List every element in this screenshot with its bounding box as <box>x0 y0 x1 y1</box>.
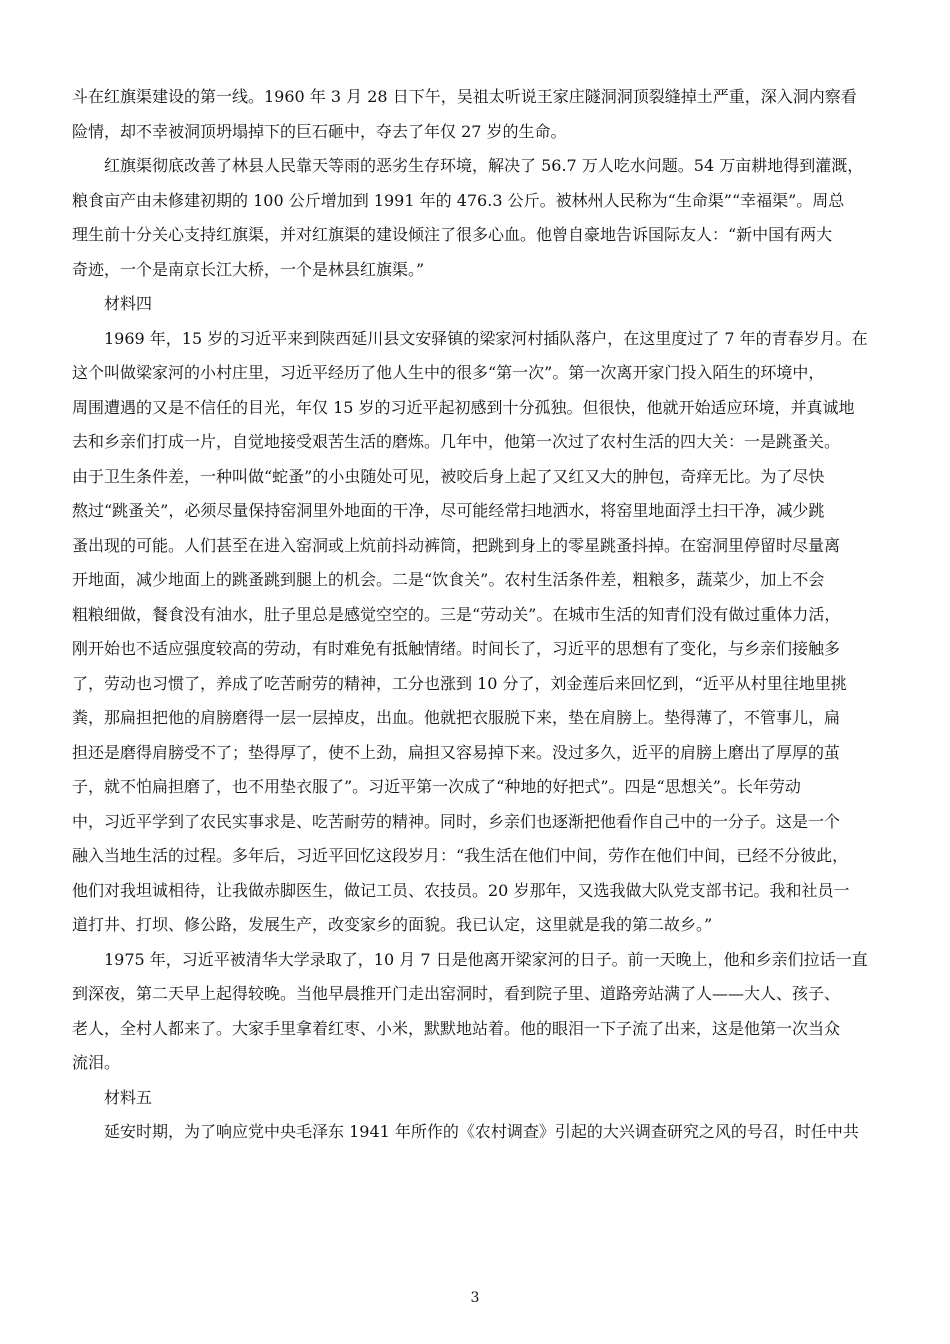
text-line: 道打井、打坝、修公路，发展生产，改变家乡的面貌。我已认定，这里就是我的第二故乡。” <box>72 915 713 934</box>
text-line: 开地面，减少地面上的跳蚤跳到腿上的机会。二是“饮食关”。农村生活条件差，粗粮多，蔬菜少，加上不会 <box>72 570 825 589</box>
document-body <box>72 80 884 1150</box>
text-line: 材料五 <box>104 1087 153 1107</box>
text-line: 材料四 <box>104 294 153 313</box>
text-line: 奇迹，一个是南京长江大桥，一个是林县红旗渠。” <box>72 259 425 279</box>
page-number: 3 <box>470 1290 480 1306</box>
text-line: 熬过“跳蚤关”，必须尽量保持窑洞里外地面的干净，尽可能经常扫地洒水，将窑里地面浮土扫干净，减少跳 <box>72 501 825 520</box>
text-line: 1975 年，习近平被清华大学录取了，10 月 7 日是他离开梁家河的日子。前一天晚上，他和乡亲们拉话一直 <box>104 949 868 969</box>
text-line: 斗在红旗渠建设的第一线。1960 年 3 月 28 日下午，吴祖太听说王家庄隧洞洞顶裂缝掉土严重，深入洞内察看 <box>72 87 857 106</box>
text-line: 1969 年，15 岁的习近平来到陕西延川县文安驿镇的梁家河村插队落户，在这里度过了 7 年的青春岁月。在 <box>104 328 868 348</box>
text-line: 刚开始也不适应强度较高的劳动，有时难免有抵触情绪。时间长了，习近平的思想有了变化，与乡亲们接触多 <box>72 639 841 658</box>
text-line: 子，就不怕扁担磨了，也不用垫衣服了”。习近平第一次成了“种地的好把式”。四是“思想关”。长年劳动 <box>72 777 801 796</box>
text-line: 粗粮细做，餐食没有油水，肚子里总是感觉空空的。三是“劳动关”。在城市生活的知青们没有做过重体力活， <box>72 604 841 624</box>
text-line: 粪，那扁担把他的肩膀磨得一层一层掉皮，出血。他就把衣服脱下来，垫在肩膀上。垫得薄了，不管事儿，扁 <box>72 708 841 727</box>
text-line: 理生前十分关心支持红旗渠，并对红旗渠的建设倾注了很多心血。他曾自豪地告诉国际友人：“新中国有两大 <box>72 225 833 244</box>
text-line: 延安时期，为了响应党中央毛泽东 1941 年所作的《农村调查》引起的大兴调查研究之风的号召，时任中共 <box>104 1122 859 1141</box>
text-line: 周围遭遇的又是不信任的目光，年仅 15 岁的习近平起初感到十分孤独。但很快，他就开始适应环境，并真诚地 <box>72 397 855 417</box>
text-line: 险情，却不幸被洞顶坍塌掉下的巨石砸中，夺去了年仅 27 岁的生命。 <box>72 121 567 141</box>
text-line: 了，劳动也习惯了，养成了吃苦耐劳的精神，工分也涨到 10 分了，刘金莲后来回忆到，“近平从村里往地里挑 <box>72 673 847 693</box>
text-line: 粮食亩产由未修建初期的 100 公斤增加到 1991 年的 476.3 公斤。被林州人民称为“生命渠”“幸福渠”。周总 <box>72 190 845 210</box>
text-line: 蚤出现的可能。人们甚至在进入窑洞或上炕前抖动裤筒，把跳到身上的零星跳蚤抖掉。在窑洞里停留时尽量离 <box>72 535 841 555</box>
text-line: 到深夜，第二天早上起得较晚。当他早晨推开门走出窑洞时，看到院子里、道路旁站满了人——大人、孩子、 <box>72 984 841 1003</box>
text-line: 红旗渠彻底改善了林县人民靠天等雨的恶劣生存环境，解决了 56.7 万人吃水问题。54 万亩耕地得到灌溉， <box>104 156 864 175</box>
text-line: 由于卫生条件差，一种叫做“蛇蚤”的小虫随处可见，被咬后身上起了又红又大的肿包，奇痒无比。为了尽快 <box>72 466 825 486</box>
text-line: 他们对我坦诚相待，让我做赤脚医生，做记工员、农技员。20 岁那年，又选我做大队党支部书记。我和社员一 <box>72 880 850 900</box>
text-line: 中，习近平学到了农民实事求是、吃苦耐劳的精神。同时，乡亲们也逐渐把他看作自己中的一分子。这是一个 <box>72 811 841 831</box>
text-line: 担还是磨得肩膀受不了；垫得厚了，使不上劲，扁担又容易掉下来。没过多久，近平的肩膀上磨出了厚厚的茧 <box>72 742 841 762</box>
text-line: 流泪。 <box>72 1053 121 1072</box>
text-line: 去和乡亲们打成一片，自觉地接受艰苦生活的磨炼。几年中，他第一次过了农村生活的四大关：一是跳蚤关。 <box>72 432 841 451</box>
text-line: 这个叫做梁家河的小村庄里，习近平经历了他人生中的很多“第一次”。第一次离开家门投入陌生的环境中， <box>72 363 825 382</box>
text-line: 老人，全村人都来了。大家手里拿着红枣、小米，默默地站着。他的眼泪一下子流了出来，这是他第一次当众 <box>72 1018 841 1038</box>
text-line: 融入当地生活的过程。多年后，习近平回忆这段岁月：“我生活在他们中间，劳作在他们中间，已经不分彼此， <box>72 846 849 865</box>
